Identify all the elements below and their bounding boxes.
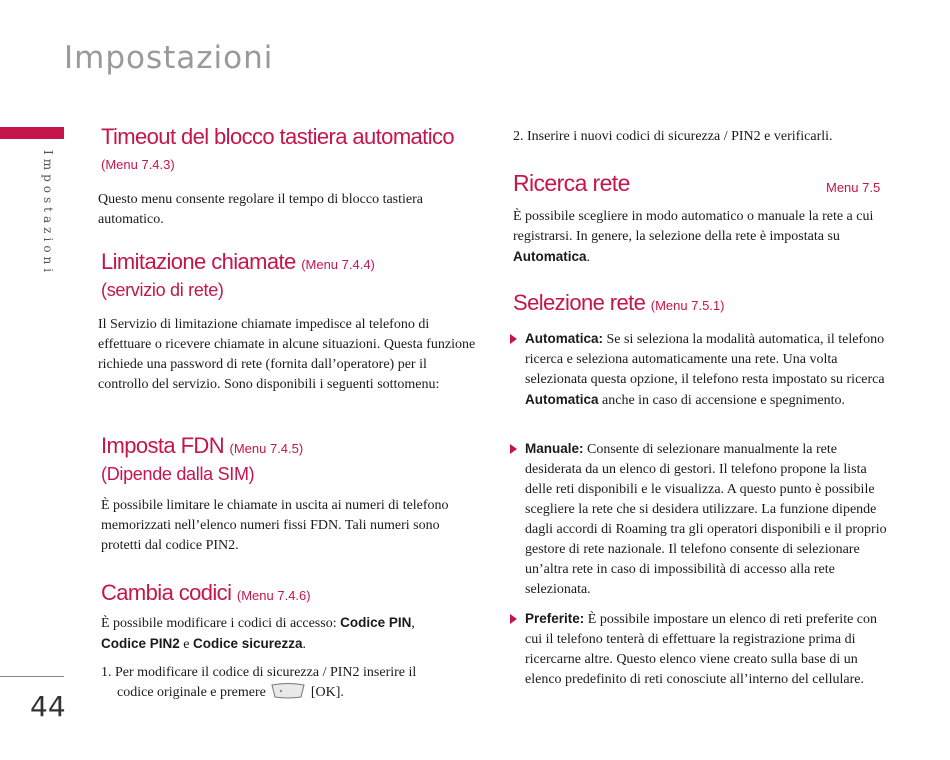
heading-network-select [513,290,724,316]
body-network-search [513,207,893,268]
heading-fdn-text: Imposta FDN [101,433,224,458]
bullet-arrow-icon [510,614,517,624]
step-1-line2: codice originale e premere [117,685,266,700]
step-2: 2. Inserire i nuovi codici di sicurezza / PIN2 e verificarli. [513,129,833,144]
menu-ref-745: (Menu 7.4.5) [229,441,304,456]
heading-network-search: Ricerca rete [513,170,630,196]
body-network-search-end: . [586,250,591,265]
heading-network-select-text: Selezione rete [513,290,646,315]
sep-period: . [302,637,307,652]
menu-ref-75: Menu 7.5 [826,180,881,195]
heading-change-codes [101,580,311,606]
bullet-automatic-text: Se si seleziona la modalità automatica, il telefono ricerca e seleziona automaticamente una rete. Una volta selezionata questa opzione, il telefono resta impostato su ricerca [525,332,885,387]
subtitle-network-service: (servizio di rete) [101,280,224,300]
step-1-ok: [OK]. [310,685,344,700]
body-call-barring: Il Servizio di limitazione chiamate impedisce al telefono di effettuare o ricevere chiamate in alcune situazioni. Questa funzione richiede una password di rete (fornita dall’operatore) per il controllo del servizio. Sono disponibili i seguenti sottomenu: [98,317,476,392]
side-accent-bar [0,127,64,139]
menu-ref-751: (Menu 7.5.1) [650,298,725,313]
sep-comma: , [411,616,415,631]
menu-ref-743: (Menu 7.4.3) [101,157,175,172]
subtitle-sim-dependent: (Dipende dalla SIM) [101,464,255,484]
softkey-icon [271,683,305,699]
body-change-codes-intro: È possibile modificare i codici di accesso: [101,616,341,631]
bullet-automatic [510,329,895,411]
menu-ref-744: (Menu 7.4.4) [301,257,375,272]
body-network-search-bold: Automatica [513,249,587,264]
heading-keypad-timeout: Timeout del blocco tastiera automatico [101,124,455,149]
bullet-manual-text: Consente di selezionare manualmente la rete desiderata da un elenco di gestori. Il telefono propone la lista delle reti disponibili e le visualizza. A questo punto è possibile scegliere la rete che si desidera utilizzare. La funzione dipende dagli accordi di Roaming tra gli operatori disponibili e il proprio gestore di rete nazionale. Il telefono consente di selezionare un’altra rete in caso di impossibilità di accesso alla rete selezionata. [525,442,887,597]
side-section-label: Impostazioni [41,150,55,277]
bullet-arrow-icon [510,444,517,454]
sep-and: e [179,637,193,652]
body-change-codes [101,613,481,655]
heading-change-codes-text: Cambia codici [101,580,232,605]
code-pin: Codice PIN [340,615,412,630]
bullet-automatic-label: Automatica: [525,331,604,346]
body-network-search-text: È possibile scegliere in modo automatico o manuale la rete a cui registrarsi. In genere, la selezione della rete è impostata su [513,209,874,244]
body-fdn: È possibile limitare le chiamate in uscita ai numeri di telefono memorizzati nell’elenco numeri fissi FDN. Tali numeri sono protetti dal codice PIN2. [101,498,449,553]
step-1 [101,663,481,703]
bullet-arrow-icon [510,334,517,344]
code-security: Codice sicurezza [193,636,303,651]
bullet-list [510,329,895,719]
bullet-preferred-label: Preferite: [525,611,585,626]
page-number: 44 [30,690,66,723]
page-header-title: Impostazioni [64,40,274,76]
bullet-preferred [510,609,895,690]
step-1-line1: 1. Per modificare il codice di sicurezza / PIN2 inserire il [101,665,417,680]
bullet-preferred-text: È possibile impostare un elenco di reti preferite con cui il telefono tenterà di effettuare la registrazione prima di ricercarne altre. Questo elenco viene creato sulla base di un elenco predefinito di reti conosciute all’interno del cellulare. [525,612,878,687]
code-pin2: Codice PIN2 [101,636,180,651]
heading-fdn [101,433,303,459]
menu-ref-746: (Menu 7.4.6) [236,588,311,603]
body-keypad-timeout: Questo menu consente regolare il tempo di blocco tastiera automatico. [98,192,424,227]
footer-rule [0,676,64,677]
bullet-automatic-end: anche in caso di accensione e spegnimento. [598,393,845,408]
heading-call-barring [101,249,375,275]
bullet-manual [510,439,895,600]
heading-call-barring-text: Limitazione chiamate [101,249,296,274]
bullet-automatic-bold: Automatica [525,392,599,407]
bullet-manual-label: Manuale: [525,441,584,456]
